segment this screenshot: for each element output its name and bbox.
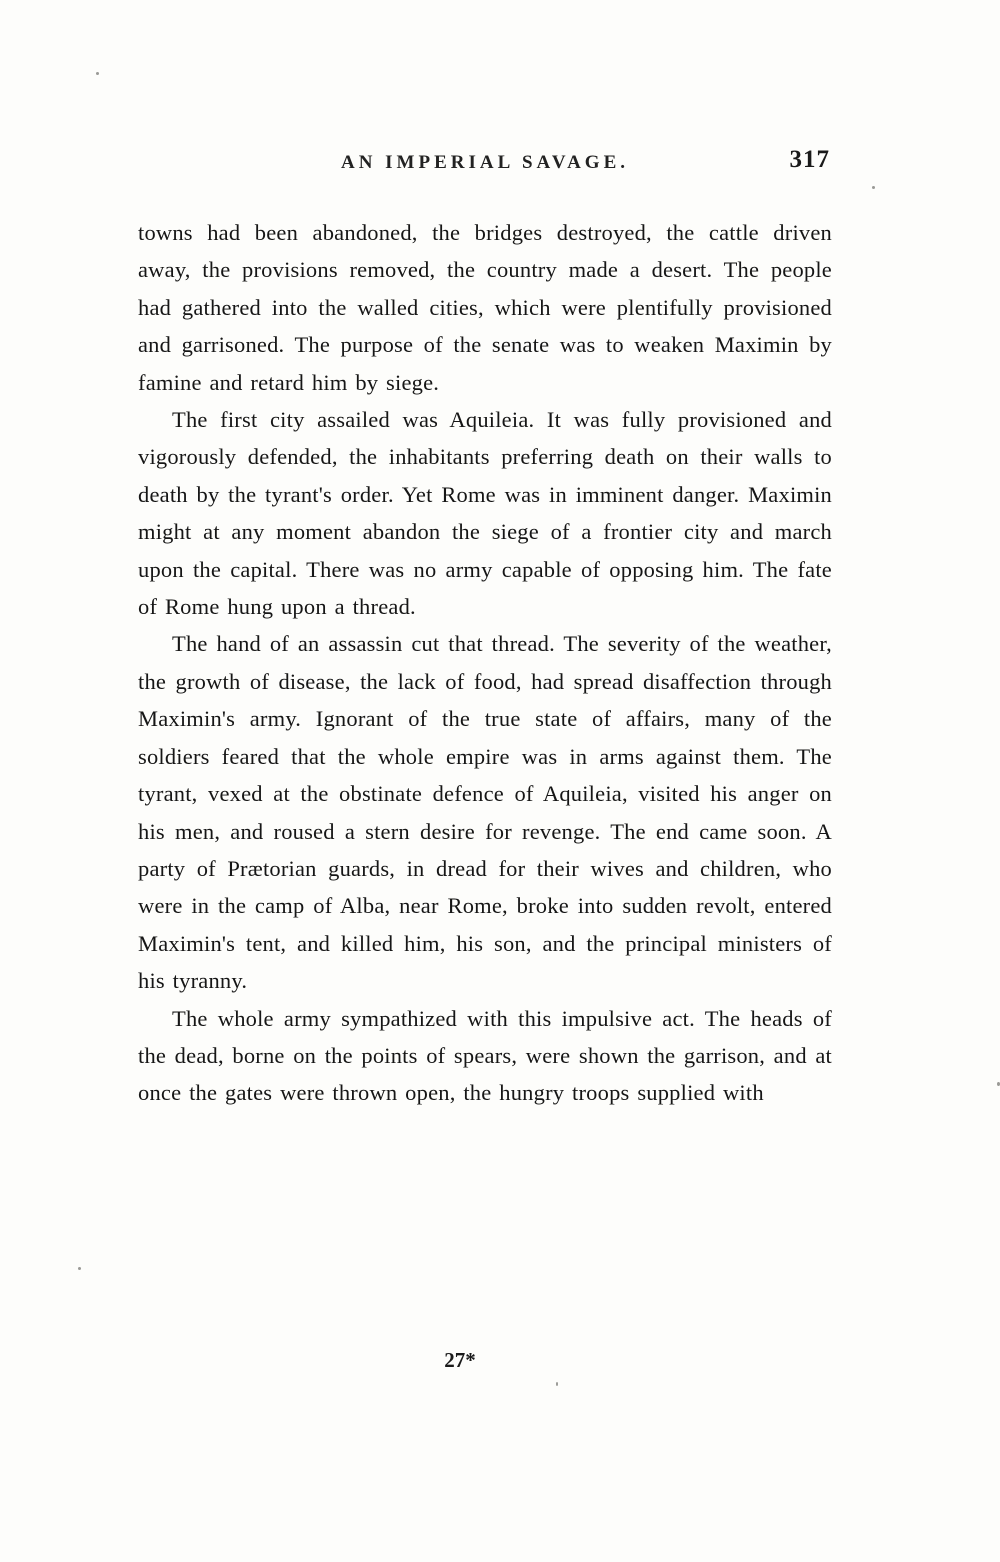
scan-speck [556, 1382, 558, 1386]
page-number: 317 [789, 146, 830, 173]
paragraph: The hand of an assassin cut that thread. The severity of the weather, the growth of disease, the lack of food, had spread disaffection through Maximin's army. Ignorant of the true state of affairs, many of the soldiers feared that the whole empire was in arms against them. The tyrant, vexed at the obstinate defence of Aquileia, visited his anger on his men, and roused a stern desire for revenge. The end came soon. A party of Prætorian guards, in dread for their wives and children, who were in the camp of Alba, near Rome, broke into sudden revolt, entered Maximin's tent, and killed him, his son, and the principal ministers of his tyranny. [138, 631, 832, 994]
paragraph: The first city assailed was Aquileia. It was fully provisioned and vigorously defended, the inhabitants preferring death on their walls to death by the tyrant's order. Yet Rome was in imminent danger. Maximin might at any moment abandon the siege of a frontier city and march upon the capital. There was no army capable of opposing him. The fate of Rome hung upon a thread. [138, 407, 832, 620]
paragraph: The whole army sympathized with this impulsive act. The heads of the dead, borne on the points of spears, were shown the garrison, and at once the gates were thrown open, the hungry troops supplied with [138, 1005, 832, 1106]
paragraph: towns had been abandoned, the bridges destroyed, the cattle driven away, the provisions removed, the country made a desert. The people had gathered into the walled cities, which were plentifully provisioned and garrisoned. The purpose of the senate was to weaken Maximin by famine and retard him by siege. [138, 220, 832, 395]
scan-speck [78, 1267, 81, 1270]
signature-mark: 27* [444, 1348, 476, 1372]
page-title: AN IMPERIAL SAVAGE. [340, 152, 630, 173]
running-head [138, 146, 832, 186]
text-block [138, 146, 832, 1112]
body-text [138, 214, 832, 1112]
scan-speck [872, 186, 875, 189]
scan-speck [96, 72, 99, 75]
